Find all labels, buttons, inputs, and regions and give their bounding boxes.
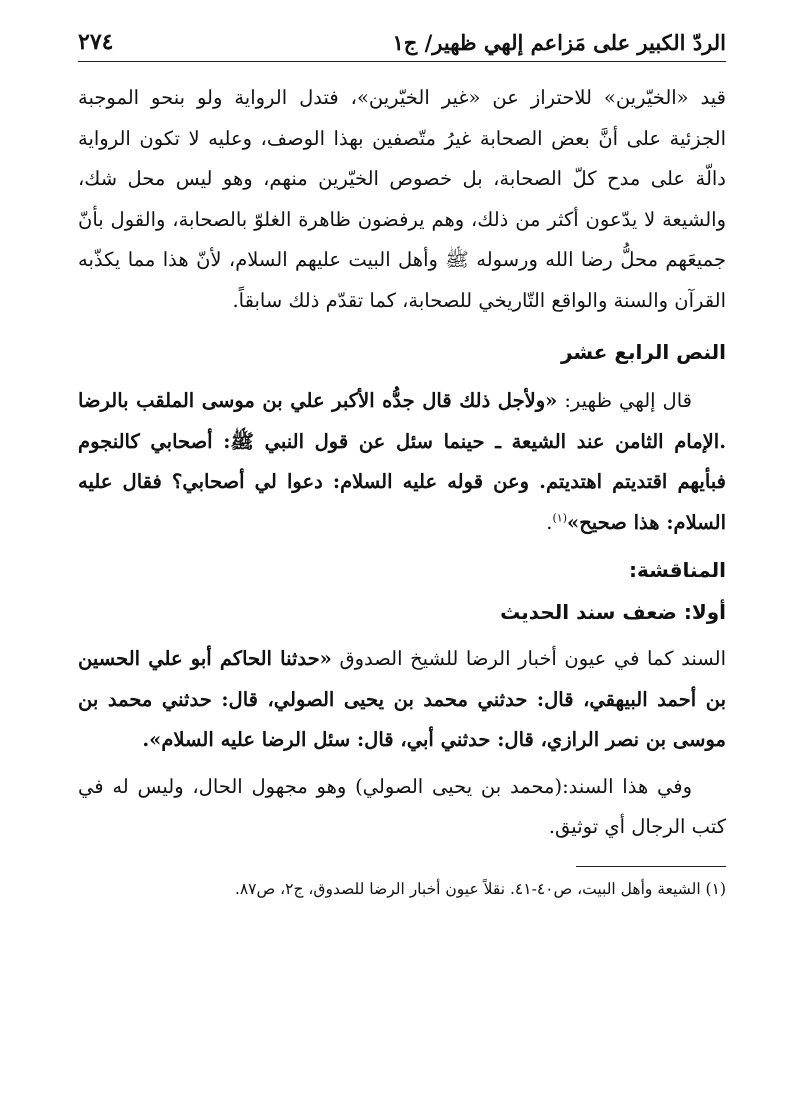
discussion-heading: المناقشة:: [628, 558, 726, 582]
book-page: [78, 22, 726, 1082]
running-header: [78, 22, 726, 62]
running-title: الردّ الكبير على مَزاعم إلهي ظهير/ ج١: [392, 30, 726, 55]
chain-paragraph: [78, 639, 726, 761]
page-number: ٢٧٤: [78, 29, 114, 55]
footnote-reference: (١): [552, 511, 568, 524]
quotation: «ولأجل ذلك قال جدُّه الأكبر علي بن موسى الملقب بالرضا .الإمام الثامن عند الشيعة ـ حينما سئل عن قول النبي ﷺ: أصحابي كالنجوم فبأيهم اقتديتم اهتديتم. وعن قوله عليه السلام: دعوا لي أصحابي؟ فقال عليه السلام: هذا صحيح»: [78, 389, 726, 534]
quote-end-mark: .: [546, 510, 553, 534]
chain-quote: «حدثنا الحاكم أبو علي الحسين بن أحمد البيهقي، قال: حدثني محمد بن يحيى الصولي، قال: حدثني محمد بن موسى بن نصر الرازي، قال: حدثني أبي، قال: سئل الرضا عليه السلام».: [78, 647, 726, 751]
paragraph-intro: قيد «الخيّرين» للاحتراز عن «غير الخيّرين»، فتدل الرواية ولو بنحو الموجبة الجزئية على أنَّ بعض الصحابة غيرُ متّصفين بهذا الوصف، وعليه لا تكون الرواية دالّة على مدح كلّ الصحابة، بل خصوص الخيّرين منهم، وهو ليس محل شك، والشيعة لا يدّعون أكثر من ذلك، وهم يرفضون ظاهرة الغلوّ بالصحابة، والقول بأنّ جميعَهم محلُّ رضا الله ورسوله ﷺ وأهل البيت عليهم السلام، لأنّ هذا مما يكذّبه القرآن والسنة والواقع التّاريخي للصحابة، كما تقدّم ذلك سابقاً.: [78, 86, 726, 312]
footnote: (١) الشيعة وأهل البيت، ص٤٠-٤١. نقلاً عيون أخبار الرضا للصدوق، ج٢، ص٨٧.: [234, 879, 726, 898]
quote-intro: قال إلهي ظهير:: [557, 389, 692, 412]
section-heading: النص الرابع عشر: [560, 340, 726, 364]
footnote-divider: [576, 866, 726, 867]
paragraph-conclusion: وفي هذا السند:(محمد بن يحيى الصولي) وهو مجهول الحال، وليس له في كتب الرجال أي توثيق.: [78, 774, 726, 838]
chain-intro: السند كما في عيون أخبار الرضا للشيخ الصدوق: [331, 647, 726, 670]
subsection-heading: أولا: ضعف سند الحديث: [500, 600, 726, 624]
page-body: [78, 78, 726, 903]
quoted-paragraph: [78, 381, 726, 543]
